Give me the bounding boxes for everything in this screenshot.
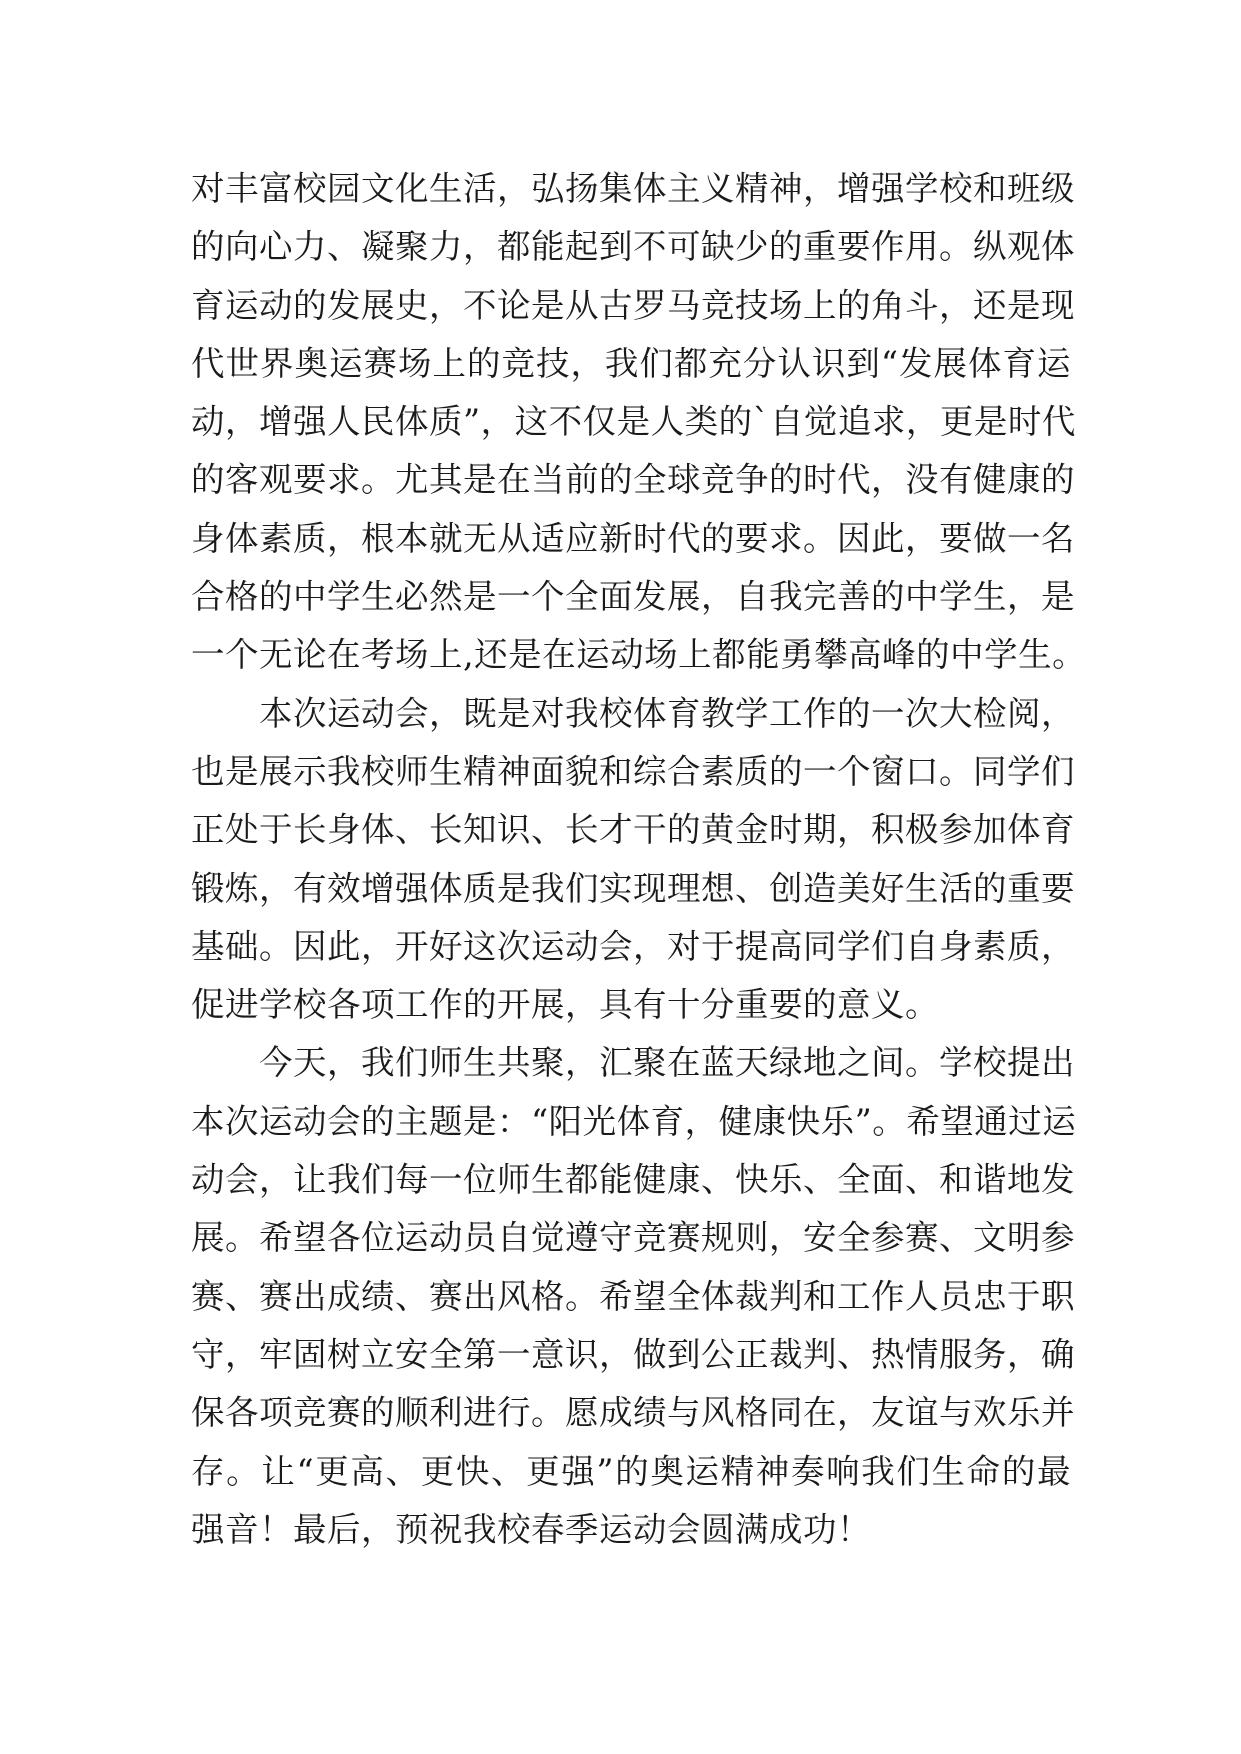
text-line: 展。希望各位运动员自觉遵守竞赛规则，安全参赛、文明参 (191, 1218, 1075, 1258)
text-line: 守，牢固树立安全第一意识，做到公正裁判、热情服务，确 (191, 1334, 1075, 1374)
text-line: 促进学校各项工作的开展，具有十分重要的意义。 (191, 985, 939, 1025)
text-line: 的向心力、凝聚力，都能起到不可缺少的重要作用。纵观体 (191, 227, 1075, 267)
document-body (191, 160, 1087, 1559)
text-line: 本次运动会的主题是：“阳光体育，健康快乐”。希望通过运 (191, 1101, 1077, 1141)
text-line: 本次运动会，既是对我校体育教学工作的一次大检阅， (259, 693, 1075, 733)
text-line: 保各项竞赛的顺利进行。愿成绩与风格同在，友谊与欢乐并 (191, 1393, 1075, 1433)
text-line: 对丰富校园文化生活，弘扬集体主义精神，增强学校和班级 (191, 169, 1075, 208)
paragraph-3 (191, 1034, 1077, 1559)
text-line: 强音！最后，预祝我校春季运动会圆满成功！ (191, 1509, 871, 1549)
text-line: 今天，我们师生共聚，汇聚在蓝天绿地之间。学校提出 (259, 1043, 1075, 1083)
text-line: 的客观要求。尤其是在当前的全球竞争的时代，没有健康的 (191, 460, 1075, 500)
text-line: 育运动的发展史，不论是从古罗马竞技场上的角斗，还是现 (191, 285, 1075, 325)
text-line: 锻炼，有效增强体质是我们实现理想、创造美好生活的重要 (191, 868, 1075, 908)
text-line: 身体素质，根本就无从适应新时代的要求。因此，要做一名 (191, 518, 1075, 558)
text-line: 动会，让我们每一位师生都能健康、快乐、全面、和谐地发 (191, 1160, 1075, 1200)
paragraph-2 (191, 685, 1075, 1035)
text-line: 正处于长身体、长知识、长才干的黄金时期，积极参加体育 (191, 810, 1075, 850)
text-line: 存。让“更高、更快、更强”的奥运精神奏响我们生命的最 (191, 1451, 1071, 1491)
text-line: 基础。因此，开好这次运动会，对于提高同学们自身素质， (191, 926, 1075, 966)
paragraph-1 (191, 160, 1087, 685)
text-line: 一个无论在考场上,还是在运动场上都能勇攀高峰的中学生。 (191, 635, 1087, 675)
text-line: 合格的中学生必然是一个全面发展，自我完善的中学生，是 (191, 577, 1075, 617)
text-line: 也是展示我校师生精神面貌和综合素质的一个窗口。同学们 (191, 751, 1075, 791)
text-line: 代世界奥运赛场上的竞技，我们都充分认识到“发展体育运 (191, 343, 1071, 383)
text-line: 赛、赛出成绩、赛出风格。希望全体裁判和工作人员忠于职 (191, 1276, 1075, 1316)
text-line: 动，增强人民体质”，这不仅是人类的`自觉追求，更是时代 (191, 402, 1076, 442)
